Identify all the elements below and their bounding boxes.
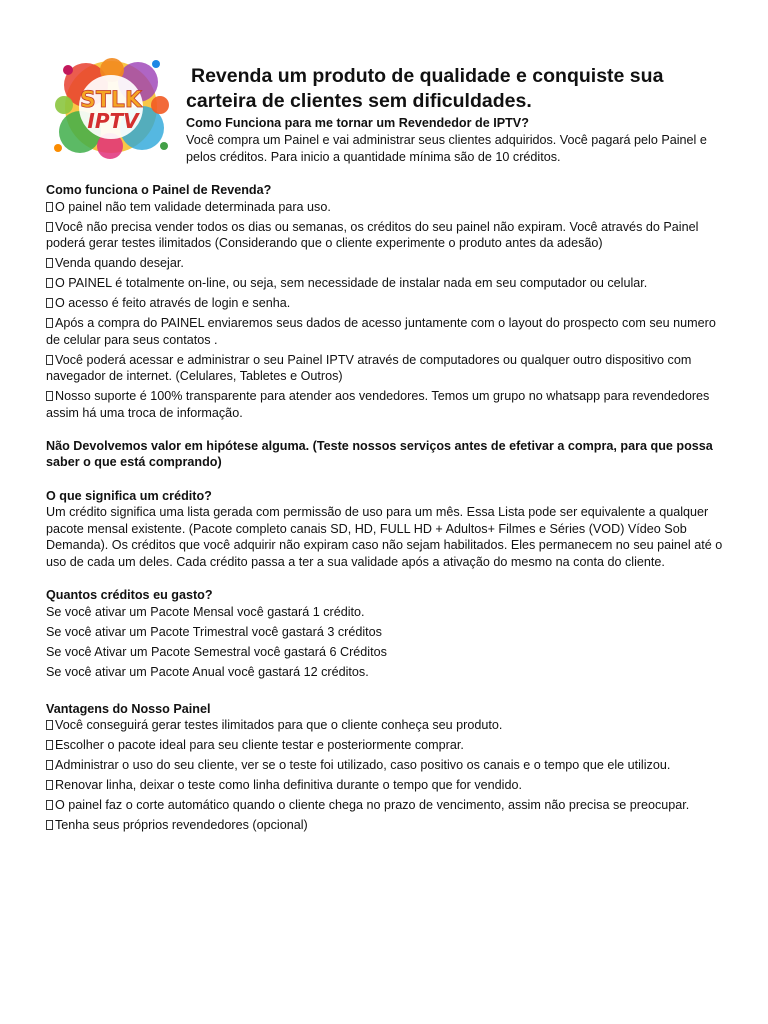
credito-section-title: O que significa um crédito? [46,488,212,503]
intro-answer: Você compra um Painel e vai administrar seus clientes adquiridos. Você pagará pelo Painel e pelos créditos. Para inicio a quantidade mínima são de 10 créditos. [186,133,707,164]
intro-block [186,115,731,166]
missing-glyph-icon [46,298,53,308]
painel-item: Você poderá acessar e administrar o seu Painel IPTV através de computadores ou qualquer outro dispositivo com navegador de internet. (Celulares, Tabletes e Outros) [46,352,692,383]
vantagens-item: Escolher o pacote ideal para seu cliente testar e posteriormente comprar. [46,737,726,754]
missing-glyph-icon [46,800,53,810]
gasto-section-title: Quantos créditos eu gasto? [46,588,213,602]
painel-item: O PAINEL é totalmente on-line, ou seja, sem necessidade de instalar nada em seu computador ou celular. [46,275,726,292]
document-body [46,182,726,837]
vantagens-item: Você conseguirá gerar testes ilimitados para que o cliente conheça seu produto. [46,717,726,734]
painel-item: Você não precisa vender todos os dias ou semanas, os créditos do seu painel não expiram. Você através do Painel poderá gerar testes ilimitados (Considerando que o cliente experimente o produto antes da adesão) [46,219,699,250]
gasto-item: Se você ativar um Pacote Mensal você gastará 1 crédito. [46,604,365,619]
vantagens-section-title: Vantagens do Nosso Painel [46,701,211,716]
vantagens-item: Tenha seus próprios revendedores (opcional) [46,817,726,834]
vantagens-item: Renovar linha, deixar o teste como linha definitiva durante o tempo que for vendido. [46,777,726,794]
headline-line-2: carteira de clientes sem dificuldades. [186,90,532,112]
painel-list [46,199,726,422]
missing-glyph-icon [46,820,53,830]
missing-glyph-icon [46,780,53,790]
painel-item: O acesso é feito através de login e senha. [46,295,726,312]
missing-glyph-icon [46,202,53,212]
vantagens-item: O painel faz o corte automático quando o cliente chega no prazo de vencimento, assim não precisa se preocupar. [46,797,726,814]
vantagens-list [46,717,726,834]
painel-section-title: Como funciona o Painel de Revenda? [46,183,272,197]
painel-item: Nosso suporte é 100% transparente para atender aos vendedores. Temos um grupo no whatsapp para revendedores assim há uma troca de informação. [46,389,710,420]
logo-text-top: STLK [80,88,142,113]
gasto-item: Se você ativar um Pacote Trimestral você gastará 3 créditos [46,624,382,639]
gasto-item: Se você ativar um Pacote Anual você gastará 12 créditos. [46,664,369,679]
vantagens-item: Administrar o uso do seu cliente, ver se o teste foi utilizado, caso positivo os canais e o tempo que ele utilizou. [46,757,726,774]
missing-glyph-icon [46,355,53,365]
missing-glyph-icon [46,391,53,401]
gasto-item: Se você Ativar um Pacote Semestral você gastará 6 Créditos [46,644,387,659]
gasto-list [46,604,726,681]
missing-glyph-icon [46,222,53,232]
missing-glyph-icon [46,318,53,328]
missing-glyph-icon [46,258,53,268]
painel-item: O painel não tem validade determinada para uso. [46,199,726,216]
missing-glyph-icon [46,720,53,730]
refund-notice: Não Devolvemos valor em hipótese alguma. (Teste nossos serviços antes de efetivar a compra, para que possa saber o que está comprando) [46,438,713,469]
painel-item: Venda quando desejar. [46,255,726,272]
page-headline [186,64,726,114]
painel-item: Após a compra do PAINEL enviaremos seus dados de acesso juntamente com o layout do prospecto com seu numero de celular para seus contatos . [46,316,716,347]
missing-glyph-icon [46,740,53,750]
missing-glyph-icon [46,278,53,288]
missing-glyph-icon [46,760,53,770]
logo-text-bottom: IPTV [87,109,139,133]
intro-question: Como Funciona para me tornar um Revendedor de IPTV? [186,116,529,130]
paint-splash-logo-graphic [46,50,176,165]
stlk-iptv-logo [46,50,176,165]
credito-paragraph: Um crédito significa uma lista gerada com permissão de uso para um mês. Essa Lista pode ser equivalente a qualquer pacote mensal existente. (Pacote completo canais SD, HD, FULL HD + Adultos+ Filmes e Séries (VOD) Vídeo Sob Demanda). Os créditos que você adquirir não expiram caso não sejam habilitados. Eles permanecem no seu painel até o uso de cada um deles. Cada crédito passa a ter a sua validade após a ativação do mesmo na conta do cliente. [46,505,723,569]
headline-line-1: Revenda um produto de qualidade e conquiste sua [191,65,664,87]
